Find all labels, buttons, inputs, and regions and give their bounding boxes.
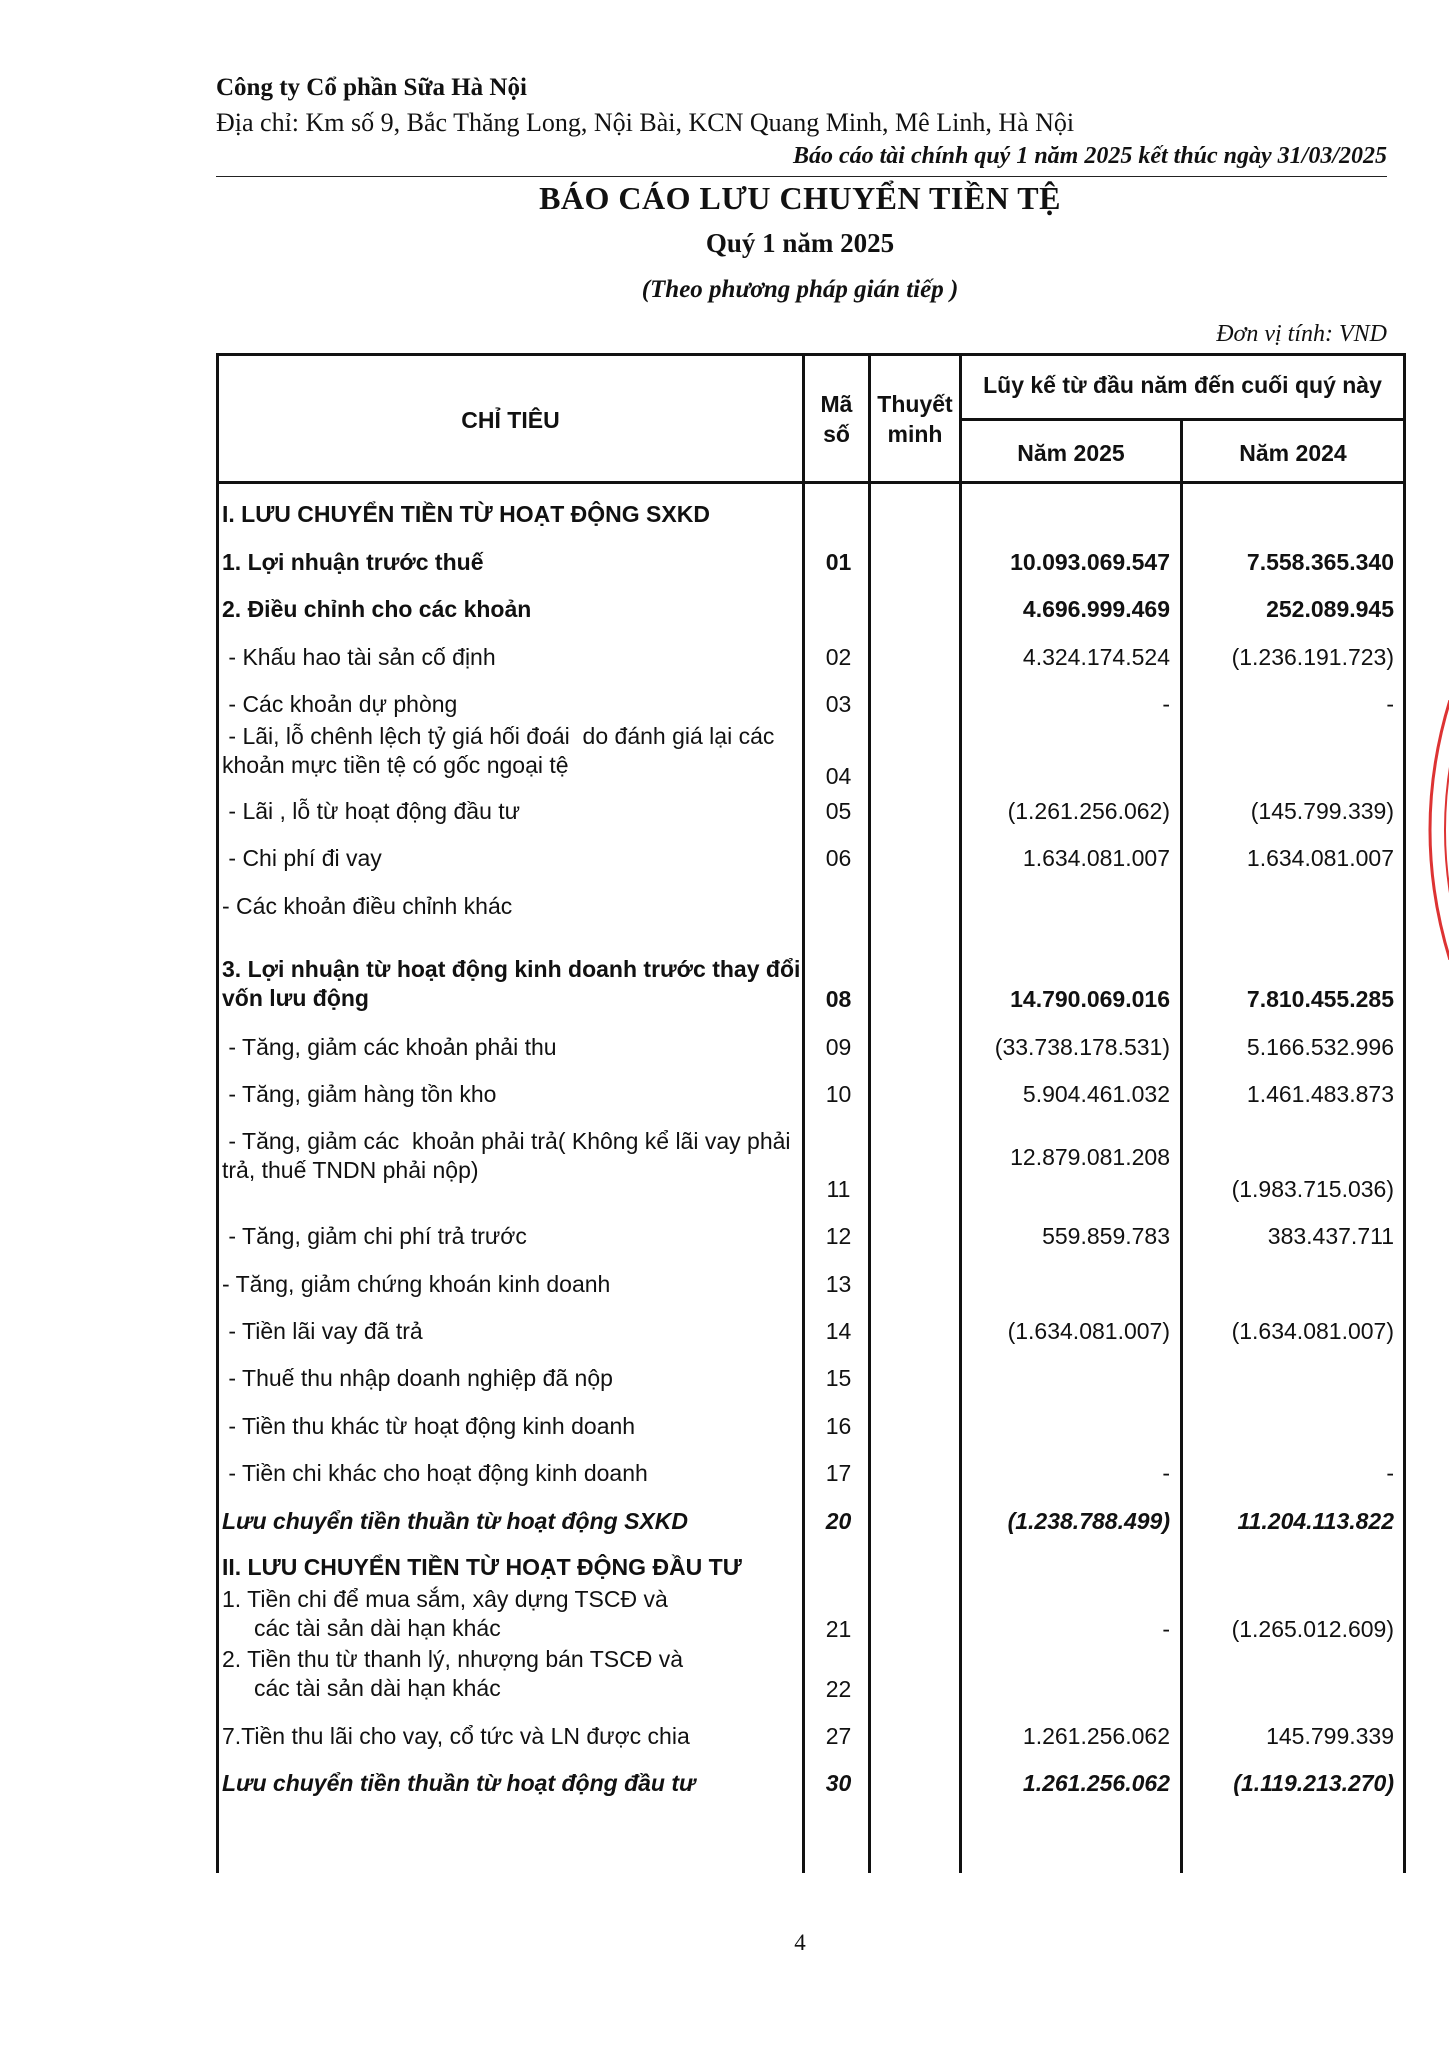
row-value-2025: 1.261.256.062: [1022, 1770, 1170, 1796]
header-ma-so: Mã số: [820, 391, 853, 447]
row-value-2024: 1.634.081.007: [1246, 845, 1394, 871]
row-chi-tieu: Lưu chuyển tiền thuần từ hoạt động SXKD: [222, 1508, 688, 1534]
row-value-2025: 4.324.174.524: [1022, 644, 1170, 670]
row-value-2025: -: [1162, 1616, 1170, 1642]
row-chi-tieu: - Tăng, giảm hàng tồn kho: [222, 1081, 497, 1107]
row-chi-tieu: - Lãi , lỗ từ hoạt động đầu tư: [222, 798, 521, 824]
row-ma-so: 14: [825, 1318, 852, 1344]
row-chi-tieu: - Tăng, giảm chứng khoán kinh doanh: [222, 1271, 611, 1297]
row-ma-so: 12: [825, 1223, 852, 1249]
row-value-2025: 10.093.069.547: [1010, 549, 1170, 575]
row-ma-so: 03: [825, 691, 852, 717]
header-divider: [216, 176, 1387, 177]
row-ma-so: 27: [825, 1723, 852, 1749]
currency-unit: Đơn vị tính: VND: [1216, 321, 1387, 347]
header-luy-ke: Lũy kế từ đầu năm đến cuối quý này: [983, 372, 1382, 398]
row-chi-tieu: 1. Tiền chi để mua sắm, xây dựng TSCĐ và các tài sản dài hạn khác: [222, 1586, 668, 1641]
header-bottom-border: [216, 481, 1406, 484]
row-value-2025: (1.634.081.007): [1007, 1318, 1170, 1344]
row-value-2024: (1.983.715.036): [1231, 1176, 1394, 1202]
row-value-2024: (1.634.081.007): [1231, 1318, 1394, 1344]
column-divider: [1180, 418, 1183, 1873]
row-value-2025: -: [1162, 691, 1170, 717]
stamp-seal: [1420, 700, 1449, 960]
row-value-2025: 1.261.256.062: [1022, 1723, 1170, 1749]
header-nam-2025: Năm 2025: [1017, 440, 1125, 466]
row-value-2024: (1.265.012.609): [1231, 1616, 1394, 1642]
row-chi-tieu: - Tăng, giảm các khoản phải thu: [222, 1034, 557, 1060]
row-ma-so: 11: [826, 1176, 851, 1202]
row-value-2025: 12.879.081.208: [1010, 1144, 1170, 1170]
row-value-2024: 7.810.455.285: [1246, 986, 1394, 1012]
row-value-2024: 252.089.945: [1266, 596, 1394, 622]
row-ma-so: 10: [825, 1081, 852, 1107]
row-chi-tieu: II. LƯU CHUYỂN TIỀN TỪ HOẠT ĐỘNG ĐẦU TƯ: [222, 1554, 742, 1580]
row-chi-tieu: I. LƯU CHUYỂN TIỀN TỪ HOẠT ĐỘNG SXKD: [222, 501, 710, 527]
row-value-2024: 11.204.113.822: [1237, 1508, 1394, 1534]
row-value-2024: -: [1386, 1460, 1394, 1486]
report-method: (Theo phương pháp gián tiếp ): [641, 276, 959, 303]
row-ma-so: 01: [825, 549, 852, 575]
column-divider: [959, 353, 962, 1873]
row-value-2024: (145.799.339): [1250, 798, 1394, 824]
page-number: 4: [794, 1930, 806, 1955]
row-value-2025: 1.634.081.007: [1022, 845, 1170, 871]
row-ma-so: 09: [825, 1034, 852, 1060]
row-ma-so: 16: [825, 1413, 852, 1439]
table-border-right: [1403, 353, 1406, 1873]
row-value-2025: 4.696.999.469: [1022, 596, 1170, 622]
row-chi-tieu: 7.Tiền thu lãi cho vay, cổ tức và LN được chia: [222, 1723, 690, 1749]
row-value-2025: (1.261.256.062): [1007, 798, 1170, 824]
header-thuyet-minh: Thuyết minh: [877, 391, 953, 447]
row-chi-tieu: - Các khoản dự phòng: [222, 691, 458, 717]
table-border-left: [216, 353, 219, 1873]
row-ma-so: 20: [825, 1508, 852, 1534]
row-value-2024: (1.119.213.270): [1233, 1770, 1394, 1796]
row-ma-so: 15: [825, 1365, 852, 1391]
row-value-2025: 559.859.783: [1042, 1223, 1170, 1249]
row-chi-tieu: - Khấu hao tài sản cố định: [222, 644, 496, 670]
row-value-2024: (1.236.191.723): [1231, 644, 1394, 670]
row-chi-tieu: - Tiền lãi vay đã trả: [222, 1318, 423, 1344]
report-title: BÁO CÁO LƯU CHUYỂN TIỀN TỆ: [539, 180, 1061, 216]
row-value-2024: 5.166.532.996: [1246, 1034, 1394, 1060]
row-ma-so: 05: [825, 798, 852, 824]
row-ma-so: 30: [825, 1770, 852, 1796]
row-value-2025: 5.904.461.032: [1022, 1081, 1170, 1107]
row-value-2024: 145.799.339: [1266, 1723, 1394, 1749]
row-ma-so: 04: [825, 763, 852, 789]
row-chi-tieu: 2. Điều chỉnh cho các khoản: [222, 596, 532, 622]
row-value-2025: 14.790.069.016: [1010, 986, 1170, 1012]
row-value-2024: 1.461.483.873: [1246, 1081, 1394, 1107]
row-chi-tieu: - Chi phí đi vay: [222, 845, 382, 871]
report-period: Báo cáo tài chính quý 1 năm 2025 kết thúc ngày 31/03/2025: [792, 143, 1387, 169]
row-chi-tieu: - Các khoản điều chỉnh khác: [222, 893, 513, 919]
company-address: Địa chỉ: Km số 9, Bắc Thăng Long, Nội Bài, KCN Quang Minh, Mê Linh, Hà Nội: [216, 108, 1075, 137]
column-divider: [802, 353, 805, 1873]
company-name: Công ty Cổ phần Sữa Hà Nội: [216, 74, 527, 101]
row-ma-so: 06: [825, 845, 852, 871]
row-chi-tieu: Lưu chuyển tiền thuần từ hoạt động đầu tư: [222, 1770, 696, 1796]
row-chi-tieu: - Tăng, giảm các khoản phải trả( Không kể lãi vay phải trả, thuế TNDN phải nộp): [222, 1128, 797, 1183]
header-chi-tieu: CHỈ TIÊU: [461, 407, 560, 433]
row-value-2024: -: [1386, 691, 1394, 717]
row-chi-tieu: - Lãi, lỗ chênh lệch tỷ giá hối đoái do đánh giá lại các khoản mực tiền tệ có gốc ngoại tệ: [222, 723, 781, 778]
row-chi-tieu: 3. Lợi nhuận từ hoạt động kinh doanh trước thay đổi vốn lưu động: [222, 956, 807, 1011]
row-ma-so: 22: [825, 1676, 852, 1702]
row-chi-tieu: - Thuế thu nhập doanh nghiệp đã nộp: [222, 1365, 613, 1391]
header-subdivider: [959, 418, 1406, 421]
report-subtitle: Quý 1 năm 2025: [705, 228, 895, 258]
row-chi-tieu: 1. Lợi nhuận trước thuế: [222, 549, 484, 575]
row-ma-so: 21: [825, 1616, 852, 1642]
row-value-2024: 7.558.365.340: [1246, 549, 1394, 575]
row-chi-tieu: - Tăng, giảm chi phí trả trước: [222, 1223, 527, 1249]
row-value-2025: -: [1162, 1460, 1170, 1486]
row-value-2025: (1.238.788.499): [1007, 1508, 1170, 1534]
row-chi-tieu: 2. Tiền thu từ thanh lý, nhượng bán TSCĐ và các tài sản dài hạn khác: [222, 1646, 683, 1701]
header-nam-2024: Năm 2024: [1239, 440, 1347, 466]
column-divider: [868, 353, 871, 1873]
row-ma-so: 13: [825, 1271, 852, 1297]
row-ma-so: 08: [825, 986, 852, 1012]
row-ma-so: 17: [825, 1460, 852, 1486]
row-chi-tieu: - Tiền thu khác từ hoạt động kinh doanh: [222, 1413, 636, 1439]
row-ma-so: 02: [825, 644, 852, 670]
row-value-2024: 383.437.711: [1267, 1223, 1394, 1249]
row-value-2025: (33.738.178.531): [994, 1034, 1170, 1060]
row-chi-tieu: - Tiền chi khác cho hoạt động kinh doanh: [222, 1460, 648, 1486]
